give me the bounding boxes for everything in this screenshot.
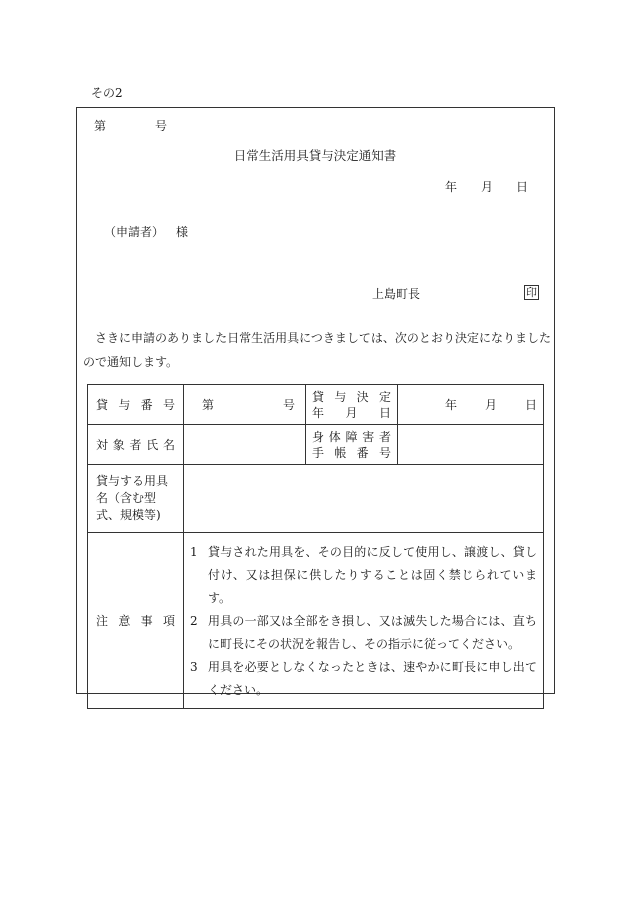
equipment-value-cell[interactable]: [184, 465, 544, 533]
name-label: 対 象 者 氏 名: [96, 438, 175, 452]
seal-mark: [524, 285, 539, 300]
rental-number-label-cell: [88, 385, 184, 425]
notes-label-cell: [88, 533, 184, 709]
date-day: 日: [516, 180, 529, 194]
notes-list: [184, 533, 543, 708]
rental-info-table: [87, 384, 544, 709]
notes-cell: [184, 533, 544, 709]
rental-number-value-cell: [184, 385, 306, 425]
note-item: 1 貸与された用具を、その目的に反して使用し、譲渡し、貸し付け、又は担保に供したりすることは固く禁じられています。: [190, 541, 537, 610]
note-text: 貸与された用具を、その目的に反して使用し、譲渡し、貸し付け、又は担保に供したりすることは固く禁じられています。: [208, 545, 537, 605]
equipment-label: 貸与する用具名（含む型式、規模等): [96, 474, 169, 522]
seal-text: 印: [526, 286, 537, 299]
handbook-label-2: 手 帳 番 号: [312, 445, 391, 460]
date-month: 月: [481, 180, 494, 194]
note-item: 2 用具の一部又は全部をき損し、又は滅失した場合には、直ちに町長にその状況を報告し、その指示に従ってください。: [190, 610, 537, 656]
recipient-label: （申請者）: [104, 225, 165, 239]
decision-date-units: 年 月 日: [312, 405, 391, 420]
rental-number-label: 貸 与 番 号: [96, 398, 175, 412]
decision-month: 月: [484, 398, 497, 412]
note-text: 用具を必要としなくなったときは、速やかに町長に申し出てください。: [208, 660, 537, 697]
form-number-label: その2: [91, 86, 123, 100]
note-text: 用具の一部又は全部をき損し、又は滅失した場合には、直ちに町長にその状況を報告し、その指示に従ってください。: [208, 614, 537, 651]
date-year: 年: [445, 180, 458, 194]
decision-day: 日: [524, 398, 537, 412]
recipient-honorific: 様: [176, 225, 189, 239]
name-label-cell: [88, 425, 184, 465]
note-item: 3 用具を必要としなくなったときは、速やかに町長に申し出てください。: [190, 656, 537, 702]
handbook-label-cell: [306, 425, 398, 465]
decision-year: 年: [444, 398, 457, 412]
decision-date-label: 貸 与 決 定: [312, 389, 391, 404]
equipment-label-cell: [88, 465, 184, 533]
handbook-label-1: 身 体 障 害 者: [312, 429, 391, 444]
handbook-value-cell[interactable]: [398, 425, 544, 465]
decision-date-label-cell: [306, 385, 398, 425]
rental-number-prefix: 第: [202, 398, 215, 412]
body-paragraph: さきに申請のありました日常生活用具につきましては、次のとおり決定になりましたので通知します。: [83, 331, 551, 369]
issuer-name: 上島町長: [372, 287, 421, 301]
doc-number-suffix: 号: [155, 119, 168, 133]
name-value-cell[interactable]: [184, 425, 306, 465]
rental-number-suffix: 号: [282, 398, 295, 412]
doc-number-prefix: 第: [94, 119, 107, 133]
page-title: 日常生活用具貸与決定通知書: [233, 148, 397, 163]
notes-label: 注 意 事 項: [96, 614, 175, 628]
decision-date-value-cell: [398, 385, 544, 425]
